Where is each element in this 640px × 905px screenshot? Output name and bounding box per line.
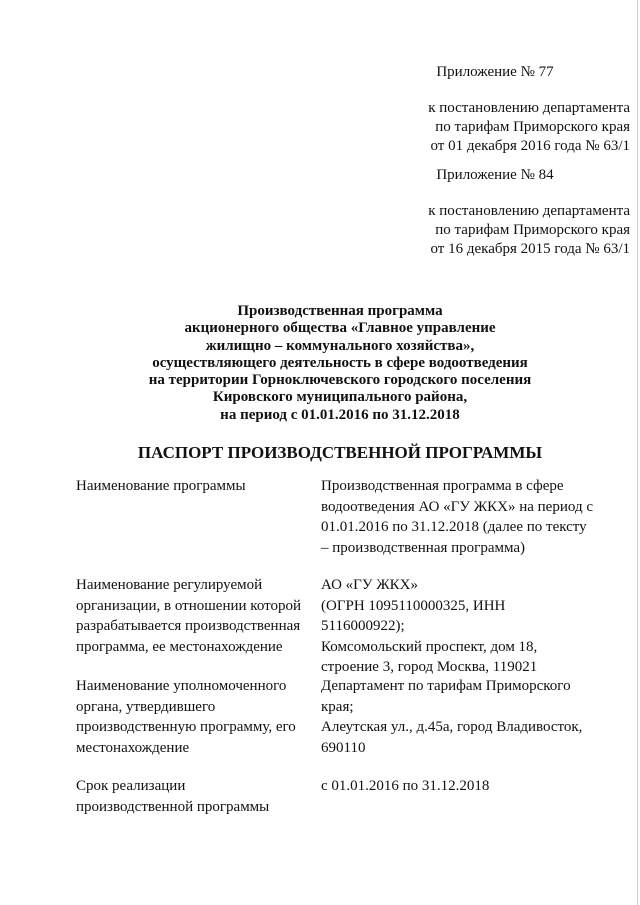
appendix-84-line: от 16 декабря 2015 года № 63/1 (430, 241, 630, 257)
appendix-84-line: по тарифам Приморского края (435, 222, 630, 238)
title-line: жилищно – коммунального хозяйства», (205, 337, 475, 354)
value-line: Департамент по тарифам Приморского (321, 678, 571, 694)
appendix-77-reference (360, 99, 630, 156)
value-line: – производственная программа) (321, 539, 526, 556)
passport-label (76, 676, 314, 758)
appendix-77-block (360, 63, 630, 156)
label-line: Наименование регулируемой (76, 577, 263, 593)
appendix-84-reference (360, 202, 630, 259)
appendix-84-line: к постановлению департамента (428, 203, 630, 219)
label-line: программа, ее местонахождение (76, 638, 283, 655)
label-line: разрабатывается производственная (76, 618, 301, 634)
value-line: (ОГРН 1095110000325, ИНН (321, 597, 506, 614)
appendix-84-block (360, 166, 630, 259)
appendix-77-number: Приложение № 77 (436, 64, 554, 80)
program-title (60, 303, 620, 424)
label-line: Наименование уполномоченного (76, 678, 287, 694)
label-line: производственной программы (76, 798, 270, 815)
value-line: водоотведения АО «ГУ ЖКХ» на период с (321, 498, 593, 515)
value-line: Производственная программа в сфере (321, 478, 564, 494)
value-line: Комсомольский проспект, дом 18, (321, 638, 538, 655)
label-line: производственную программу, его (76, 719, 296, 735)
value-line: 5116000922); (321, 618, 405, 634)
passport-value (321, 476, 606, 558)
value-line: края; (321, 698, 354, 715)
title-line: на территории Горноключевского городского поселения (148, 372, 532, 389)
label-line: Наименование программы (76, 478, 246, 494)
value-line: строение 3, город Москва, 119021 (321, 659, 538, 675)
appendix-77-line: от 01 декабря 2016 года № 63/1 (430, 138, 630, 154)
value-line: Алеутская ул., д.45а, город Владивосток, (321, 719, 583, 735)
passport-value (321, 575, 606, 678)
title-line: Производственная программа (237, 303, 443, 319)
scan-edge-line (637, 0, 638, 905)
appendix-84-number: Приложение № 84 (436, 167, 554, 183)
value-line: АО «ГУ ЖКХ» (321, 577, 418, 593)
title-line: Кировского муниципального района, (212, 389, 468, 406)
value-line: 690110 (321, 739, 366, 756)
label-line: органа, утвердившего (76, 698, 216, 715)
label-line: организации, в отношении которой (76, 597, 301, 614)
value-line: 01.01.2016 по 31.12.2018 (далее по тексту (321, 519, 587, 535)
passport-value (321, 676, 606, 758)
passport-label (76, 575, 314, 657)
label-line: местонахождение (76, 739, 190, 756)
title-line: на период с 01.01.2016 по 31.12.2018 (220, 406, 460, 423)
title-line: осуществляющего деятельность в сфере водоотведения (152, 354, 528, 371)
passport-label (76, 476, 314, 497)
title-line: акционерного общества «Главное управление (184, 320, 496, 337)
passport-label (76, 776, 314, 817)
passport-heading: ПАСПОРТ ПРОИЗВОДСТВЕННОЙ ПРОГРАММЫ (137, 443, 543, 462)
label-line: Срок реализации (76, 778, 186, 794)
value-line: с 01.01.2016 по 31.12.2018 (321, 778, 490, 794)
appendix-77-line: к постановлению департамента (428, 100, 630, 116)
passport-value (321, 776, 606, 797)
appendix-77-line: по тарифам Приморского края (435, 119, 630, 135)
